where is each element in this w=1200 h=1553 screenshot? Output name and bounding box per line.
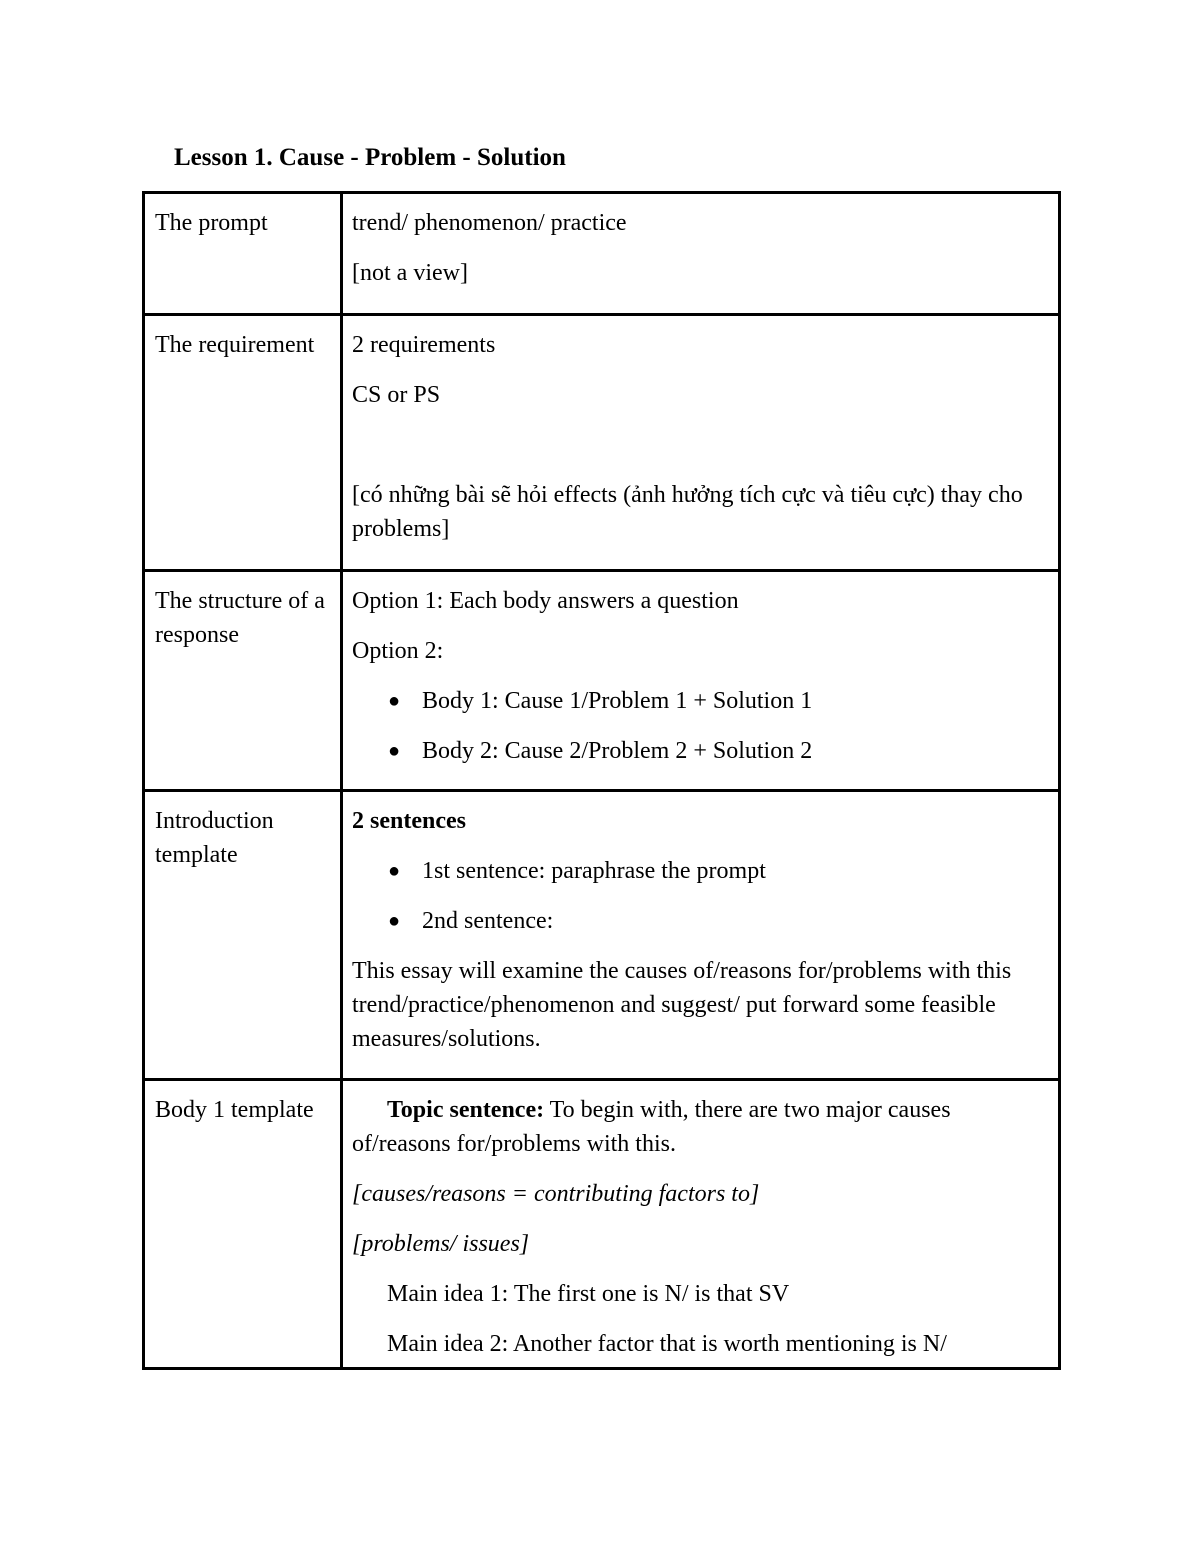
list-item-text: Body 1: Cause 1/Problem 1 + Solution 1 xyxy=(422,688,813,714)
body1-main-idea-2: Main idea 2: Another factor that is worth mentioning is N/ xyxy=(387,1331,947,1357)
row-content-structure xyxy=(342,571,1060,791)
page-title: Lesson 1. Cause - Problem - Solution xyxy=(174,144,566,171)
bullet-icon: ● xyxy=(388,910,401,932)
topic-sentence-label: Topic sentence: xyxy=(387,1097,545,1123)
bullet-icon: ● xyxy=(388,690,401,712)
list-item xyxy=(352,854,1046,888)
list-item xyxy=(352,904,1046,938)
row-label-requirement: The requirement xyxy=(144,315,342,571)
table-row-introduction xyxy=(144,791,1060,1080)
row-label-structure: The structure of a response xyxy=(144,571,342,791)
bullet-icon: ● xyxy=(388,740,401,762)
introduction-heading: 2 sentences xyxy=(352,808,466,834)
requirement-line-2: CS or PS xyxy=(352,382,441,408)
row-content-requirement xyxy=(342,315,1060,571)
list-item-text: Body 2: Cause 2/Problem 2 + Solution 2 xyxy=(422,738,813,764)
row-label-prompt: The prompt xyxy=(144,193,342,315)
body1-note-causes: [causes/reasons = contributing factors to] xyxy=(352,1181,760,1207)
list-item xyxy=(352,734,1046,768)
body1-note-problems: [problems/ issues] xyxy=(352,1231,530,1257)
table-row-structure xyxy=(144,571,1060,791)
requirement-line-1: 2 requirements xyxy=(352,332,496,358)
structure-bullet-list xyxy=(352,684,1046,768)
row-content-introduction xyxy=(342,791,1060,1080)
table-row-prompt xyxy=(144,193,1060,315)
row-content-prompt xyxy=(342,193,1060,315)
prompt-line-2: [not a view] xyxy=(352,260,468,286)
list-item-text: 1st sentence: paraphrase the prompt xyxy=(422,858,766,884)
body1-topic-sentence xyxy=(352,1093,1046,1161)
table-row-requirement xyxy=(144,315,1060,571)
prompt-line-1: trend/ phenomenon/ practice xyxy=(352,210,627,236)
topic-sentence-text: To begin with, there are two major causes of/reasons for/problems with this. xyxy=(352,1097,951,1157)
introduction-bullet-list xyxy=(352,854,1046,938)
table-row-body1 xyxy=(144,1080,1060,1369)
bullet-icon: ● xyxy=(388,860,401,882)
list-item-text: 2nd sentence: xyxy=(422,908,554,934)
lesson-table xyxy=(142,191,1061,1370)
introduction-paragraph: This essay will examine the causes of/reasons for/problems with this trend/practice/phenomenon and suggest/ put forward some feasible measures/solutions. xyxy=(352,958,1012,1052)
structure-option-1: Option 1: Each body answers a question xyxy=(352,588,739,614)
requirement-note: [có những bài sẽ hỏi effects (ảnh hưởng tích cực và tiêu cực) thay cho problems] xyxy=(352,482,1023,542)
structure-option-2: Option 2: xyxy=(352,638,444,664)
body1-main-idea-1: Main idea 1: The first one is N/ is that SV xyxy=(387,1281,790,1307)
row-content-body1 xyxy=(342,1080,1060,1369)
list-item xyxy=(352,684,1046,718)
row-label-body1: Body 1 template xyxy=(144,1080,342,1369)
row-label-introduction: Introduction template xyxy=(144,791,342,1080)
empty-line xyxy=(352,428,1046,478)
